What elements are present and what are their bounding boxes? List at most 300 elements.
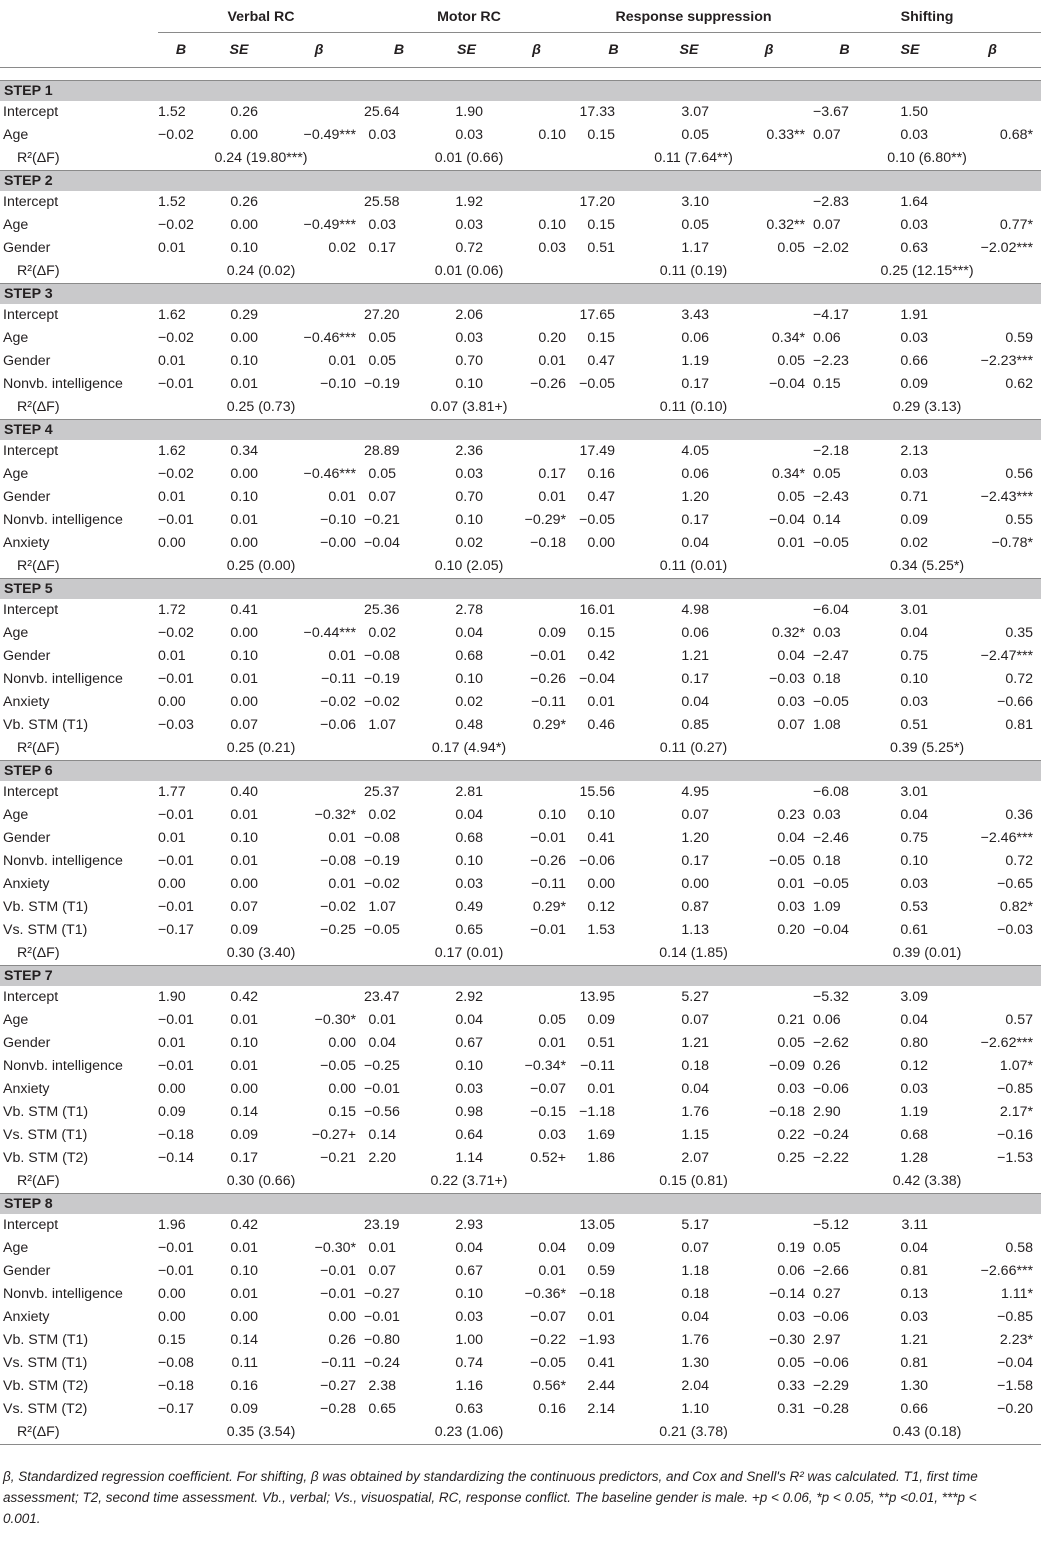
cell-b: −0.05	[813, 694, 849, 710]
cell-b: 17.49	[579, 443, 615, 459]
table-row	[0, 463, 1041, 486]
cell-beta: −0.36*	[524, 1286, 566, 1302]
cell-beta	[499, 986, 574, 1009]
subcolumn-header-b: B	[175, 42, 187, 58]
cell-b: −6.08	[813, 784, 849, 800]
cell-se: 0.11	[231, 1355, 258, 1371]
cell-se: 1.10	[681, 1401, 709, 1417]
cell-beta	[725, 986, 813, 1009]
cell-b: 0.01	[158, 830, 186, 846]
cell-b: −0.01	[158, 376, 194, 392]
cell-se: 0.04	[455, 1012, 483, 1028]
cell-beta: −0.46***	[303, 330, 356, 346]
cell-beta: 0.00	[328, 1035, 356, 1051]
table-row	[0, 486, 1041, 509]
subcolumn-header-b: B	[839, 42, 850, 58]
cell-se: 0.51	[900, 717, 929, 733]
cell-se: 0.17	[681, 376, 709, 392]
cell-b: 0.59	[587, 1263, 615, 1279]
cell-beta: −2.23***	[980, 353, 1034, 369]
cell-b: 0.18	[813, 853, 841, 869]
cell-beta	[499, 191, 574, 214]
cell-b: 1.53	[587, 922, 615, 938]
cell-beta: −0.11	[321, 1355, 356, 1371]
cell-beta: −0.28	[320, 1401, 356, 1417]
cell-b: −0.02	[158, 466, 194, 482]
cell-se: 3.01	[900, 602, 929, 618]
cell-b: −0.17	[158, 922, 194, 938]
cell-se: 0.03	[455, 466, 483, 482]
r2-value: 0.11 (0.27)	[659, 740, 728, 756]
predictor-label: Age	[3, 1240, 29, 1256]
predictor-label: Age	[3, 807, 29, 823]
cell-b: −2.46	[813, 830, 849, 846]
cell-se: 0.10	[230, 830, 258, 846]
cell-se: 4.98	[681, 602, 709, 618]
step-label: STEP 2	[0, 171, 1041, 192]
table-row	[0, 850, 1041, 873]
cell-se: 0.01	[230, 671, 258, 687]
cell-beta: −0.02	[320, 899, 356, 915]
cell-b: −2.66	[813, 1263, 849, 1279]
cell-b: −0.24	[813, 1127, 849, 1143]
cell-se: 1.00	[455, 1332, 483, 1348]
cell-se: 0.10	[455, 1058, 483, 1074]
table-row	[0, 1101, 1041, 1124]
cell-b: −5.12	[813, 1217, 849, 1233]
cell-b: −0.02	[364, 876, 400, 892]
cell-beta: 0.20	[777, 922, 806, 938]
cell-beta: 0.68*	[999, 127, 1034, 143]
r2-value: 0.24 (0.02)	[226, 263, 296, 279]
cell-beta: −0.04	[997, 1355, 1034, 1371]
cell-se: 1.16	[455, 1378, 483, 1394]
predictor-label: Nonvb. intelligence	[3, 512, 123, 528]
cell-beta: 0.09	[538, 625, 566, 641]
cell-beta: −0.20	[997, 1401, 1034, 1417]
cell-b: 0.09	[587, 1240, 615, 1256]
cell-beta	[944, 101, 1041, 124]
cell-b: −2.23	[813, 353, 849, 369]
cell-se: 3.09	[900, 989, 929, 1005]
cell-se: 0.75	[900, 830, 929, 846]
cell-beta: 0.04	[777, 830, 806, 846]
table-row	[0, 804, 1041, 827]
cell-se: 0.06	[681, 466, 709, 482]
cell-beta	[944, 986, 1041, 1009]
cell-b: −0.27	[364, 1286, 400, 1302]
cell-beta	[499, 440, 574, 463]
cell-se: 0.67	[455, 1263, 483, 1279]
cell-beta: 0.57	[1005, 1012, 1034, 1028]
cell-se: 0.17	[681, 671, 709, 687]
cell-se: 0.81	[900, 1355, 929, 1371]
cell-se: 1.21	[681, 648, 709, 664]
cell-beta: 0.29*	[532, 717, 566, 733]
cell-beta: −2.43***	[980, 489, 1034, 505]
cell-b: 0.05	[813, 1240, 841, 1256]
cell-beta: −0.01	[320, 1286, 356, 1302]
cell-se: 2.78	[455, 602, 483, 618]
predictor-label: Intercept	[3, 602, 59, 618]
cell-b: 0.12	[587, 899, 615, 915]
cell-se: 2.36	[455, 443, 483, 459]
cell-b: 0.01	[158, 240, 186, 256]
cell-beta: 0.32*	[771, 625, 806, 641]
cell-b: 0.03	[813, 807, 841, 823]
cell-beta	[499, 1214, 574, 1237]
cell-beta: 0.01	[538, 1035, 566, 1051]
cell-se: 0.06	[681, 625, 709, 641]
cell-se: 2.04	[681, 1378, 709, 1394]
cell-se: 0.09	[230, 922, 258, 938]
cell-beta	[274, 986, 364, 1009]
subcolumn-header-b: B	[608, 42, 619, 58]
predictor-label: Vs. STM (T1)	[3, 1127, 88, 1143]
cell-b: −3.67	[813, 104, 849, 120]
step-header-row	[0, 81, 1041, 102]
cell-se: 0.10	[455, 376, 483, 392]
predictor-label: Anxiety	[3, 876, 50, 892]
cell-se: 0.40	[230, 784, 258, 800]
cell-b: −0.03	[158, 717, 194, 733]
table-row	[0, 873, 1041, 896]
cell-se: 0.09	[900, 512, 929, 528]
cell-beta: 0.59	[1005, 330, 1034, 346]
predictor-label: Anxiety	[3, 1081, 50, 1097]
predictor-label: Anxiety	[3, 1309, 50, 1325]
cell-se: 0.04	[681, 1309, 709, 1325]
cell-beta	[499, 781, 574, 804]
cell-beta: −0.05	[769, 853, 806, 869]
cell-beta: 0.02	[328, 240, 356, 256]
cell-se: 0.01	[230, 1058, 258, 1074]
cell-se: 0.03	[455, 1309, 483, 1325]
cell-b: 2.90	[813, 1104, 841, 1120]
cell-se: 1.19	[681, 353, 709, 369]
cell-se: 0.10	[455, 671, 483, 687]
cell-beta: 0.03	[538, 1127, 566, 1143]
cell-beta: −0.21	[320, 1150, 356, 1166]
cell-beta: 0.19	[777, 1240, 806, 1256]
cell-beta: 0.01	[777, 876, 806, 892]
cell-se: 0.03	[900, 466, 929, 482]
cell-se: 0.17	[681, 853, 709, 869]
cell-beta: 0.01	[328, 876, 356, 892]
cell-b: −0.21	[364, 512, 400, 528]
cell-beta: −0.85	[997, 1309, 1034, 1325]
cell-beta: −1.53	[997, 1150, 1034, 1166]
cell-beta: 0.52+	[530, 1150, 566, 1166]
cell-se: 0.03	[455, 1081, 483, 1097]
cell-b: −0.06	[813, 1309, 849, 1325]
cell-se: 0.09	[230, 1401, 258, 1417]
cell-se: 0.85	[681, 717, 709, 733]
predictor-label: Vs. STM (T2)	[3, 1401, 88, 1417]
cell-beta: 0.04	[777, 648, 806, 664]
table-row	[0, 1260, 1041, 1283]
cell-beta: −0.32*	[314, 807, 356, 823]
r2-value: 0.22 (3.71+)	[430, 1173, 508, 1189]
cell-se: 1.21	[681, 1035, 709, 1051]
cell-b: −6.04	[813, 602, 849, 618]
cell-se: 0.07	[230, 717, 258, 733]
r2-value: 0.15 (0.81)	[659, 1173, 728, 1189]
table-row	[0, 532, 1041, 555]
cell-beta	[499, 599, 574, 622]
cell-beta: 0.01	[328, 489, 356, 505]
cell-beta	[944, 304, 1041, 327]
cell-se: 0.98	[455, 1104, 483, 1120]
cell-b: 1.62	[158, 443, 186, 459]
cell-b: −0.24	[364, 1355, 400, 1371]
table-row	[0, 691, 1041, 714]
cell-b: −0.04	[813, 922, 849, 938]
cell-b: 0.00	[158, 1286, 186, 1302]
cell-beta: −0.10	[320, 512, 356, 528]
cell-beta: −0.22	[530, 1332, 566, 1348]
table-row	[0, 237, 1041, 260]
cell-beta: 0.10	[538, 217, 566, 233]
table-row	[0, 440, 1041, 463]
cell-se: 2.13	[900, 443, 929, 459]
r2-row	[0, 260, 1041, 284]
cell-se: 0.01	[230, 853, 258, 869]
cell-b: −0.19	[364, 671, 400, 687]
cell-b: 0.00	[158, 694, 186, 710]
cell-se: 0.12	[900, 1058, 929, 1074]
cell-b: 0.00	[158, 1081, 186, 1097]
table-row	[0, 622, 1041, 645]
cell-b: 0.47	[587, 353, 615, 369]
cell-se: 0.81	[900, 1263, 929, 1279]
cell-beta: −0.08	[320, 853, 356, 869]
cell-b: 23.19	[364, 1217, 400, 1233]
cell-beta	[725, 781, 813, 804]
cell-se: 1.76	[681, 1332, 709, 1348]
cell-b: −0.01	[158, 1240, 194, 1256]
cell-se: 1.92	[455, 194, 483, 210]
cell-se: 0.14	[230, 1104, 258, 1120]
cell-b: 0.46	[587, 717, 615, 733]
cell-b: 1.09	[813, 899, 841, 915]
cell-b: 1.90	[158, 989, 186, 1005]
table-row	[0, 1398, 1041, 1421]
cell-se: 1.21	[900, 1332, 929, 1348]
step-header-row	[0, 761, 1041, 782]
r2-value: 0.11 (0.19)	[659, 263, 728, 279]
cell-se: 0.03	[455, 876, 483, 892]
cell-se: 0.02	[455, 535, 483, 551]
cell-se: 0.17	[681, 512, 709, 528]
cell-b: 0.16	[587, 466, 615, 482]
predictor-label: Gender	[3, 489, 51, 505]
cell-beta: −0.11	[531, 694, 566, 710]
cell-b: 0.03	[368, 127, 396, 143]
cell-se: 0.10	[455, 853, 483, 869]
cell-se: 0.61	[900, 922, 929, 938]
cell-beta: 0.03	[777, 899, 806, 915]
cell-beta: 0.01	[538, 353, 566, 369]
table-row	[0, 714, 1041, 737]
cell-se: 0.10	[455, 512, 483, 528]
cell-b: 0.09	[587, 1012, 615, 1028]
predictor-label: Gender	[3, 240, 51, 256]
r2-value: 0.43 (0.18)	[813, 1421, 1041, 1445]
cell-b: 0.03	[813, 625, 841, 641]
cell-b: 2.20	[368, 1150, 396, 1166]
cell-b: 0.02	[368, 807, 396, 823]
predictor-label: Nonvb. intelligence	[3, 853, 123, 869]
cell-b: 0.65	[368, 1401, 396, 1417]
cell-b: 0.03	[368, 217, 396, 233]
cell-beta: 0.17	[538, 466, 566, 482]
cell-b: −0.01	[158, 1012, 194, 1028]
cell-se: 0.03	[455, 217, 483, 233]
cell-beta	[725, 599, 813, 622]
predictor-label: Nonvb. intelligence	[3, 1286, 123, 1302]
cell-beta: 0.07	[777, 717, 806, 733]
cell-se: 0.75	[900, 648, 929, 664]
r2-value: 0.25 (0.00)	[226, 558, 296, 574]
table-row	[0, 919, 1041, 942]
cell-beta	[944, 599, 1041, 622]
cell-se: 0.01	[230, 807, 258, 823]
table-row	[0, 214, 1041, 237]
predictor-label: Gender	[3, 1263, 51, 1279]
r2-row	[0, 737, 1041, 761]
cell-beta: 0.03	[777, 1309, 806, 1325]
cell-b: 0.01	[368, 1012, 396, 1028]
cell-se: 0.70	[455, 353, 483, 369]
cell-se: 0.05	[681, 217, 709, 233]
cell-b: 0.41	[587, 830, 615, 846]
predictor-label: Age	[3, 1012, 29, 1028]
cell-b: −0.01	[158, 807, 194, 823]
step-label: STEP 5	[0, 579, 1041, 600]
cell-beta: −2.47***	[980, 648, 1034, 664]
cell-se: 0.04	[681, 535, 709, 551]
subcolumn-header-b: B	[393, 42, 405, 58]
cell-se: 1.20	[681, 830, 709, 846]
cell-beta: 0.00	[328, 1309, 356, 1325]
cell-se: 0.63	[900, 240, 929, 256]
cell-b: 0.10	[587, 807, 615, 823]
table-row	[0, 645, 1041, 668]
cell-b: −0.01	[364, 1309, 400, 1325]
cell-b: −0.04	[579, 671, 615, 687]
r2-row	[0, 1170, 1041, 1194]
cell-se: 0.04	[681, 1081, 709, 1097]
r2-label: R²(ΔF)	[0, 1421, 158, 1445]
cell-beta: 0.72	[1005, 671, 1034, 687]
predictor-label: Intercept	[3, 307, 59, 323]
table-row	[0, 327, 1041, 350]
cell-beta: 0.05	[777, 353, 806, 369]
cell-se: 2.06	[455, 307, 483, 323]
cell-b: −0.06	[813, 1081, 849, 1097]
cell-b: −0.05	[813, 876, 849, 892]
cell-se: 0.70	[455, 489, 483, 505]
cell-beta: −0.30*	[314, 1012, 356, 1028]
group-header-motor-rc: Motor RC	[364, 4, 574, 33]
cell-beta: 1.11*	[1000, 1286, 1034, 1302]
cell-b: 0.27	[813, 1286, 841, 1302]
cell-b: 17.20	[579, 194, 615, 210]
cell-beta: −0.18	[769, 1104, 806, 1120]
cell-beta	[274, 191, 364, 214]
cell-b: 0.15	[587, 127, 615, 143]
cell-b: 0.26	[813, 1058, 841, 1074]
cell-beta: 0.34*	[771, 466, 806, 482]
group-header-row	[0, 0, 1041, 34]
r2-value: 0.25 (0.73)	[226, 399, 296, 415]
r2-value: 0.23 (1.06)	[364, 1421, 574, 1445]
table-row	[0, 668, 1041, 691]
cell-se: 0.34	[230, 443, 258, 459]
r2-value: 0.42 (3.38)	[892, 1173, 962, 1189]
step-header-row	[0, 284, 1041, 305]
r2-row	[0, 942, 1041, 966]
r2-value: 0.11 (0.10)	[659, 399, 728, 415]
cell-b: 0.05	[813, 466, 841, 482]
cell-b: 0.01	[587, 694, 615, 710]
cell-b: −0.08	[364, 830, 400, 846]
cell-b: 1.07	[368, 717, 396, 733]
table-row	[0, 1214, 1041, 1237]
cell-beta: −2.02***	[980, 240, 1034, 256]
cell-b: 0.42	[587, 648, 615, 664]
cell-beta: −0.26	[530, 671, 566, 687]
table-row	[0, 986, 1041, 1009]
cell-b: 0.00	[158, 876, 186, 892]
cell-b: 0.01	[158, 648, 186, 664]
predictor-label: Gender	[3, 648, 51, 664]
cell-b: 0.15	[158, 1332, 186, 1348]
cell-b: 0.07	[368, 489, 396, 505]
cell-beta: −0.14	[769, 1286, 806, 1302]
r2-label: R²(ΔF)	[17, 740, 60, 756]
cell-se: 5.17	[681, 1217, 709, 1233]
cell-beta: −0.10	[320, 376, 356, 392]
cell-b: 0.01	[158, 353, 186, 369]
cell-se: 0.49	[455, 899, 483, 915]
cell-b: 0.01	[587, 1081, 615, 1097]
cell-beta: 0.01	[538, 489, 566, 505]
cell-b: 0.17	[368, 240, 396, 256]
table-row	[0, 1078, 1041, 1101]
cell-se: 0.10	[230, 648, 258, 664]
r2-label: R²(ΔF)	[17, 399, 60, 415]
cell-beta: −0.11	[321, 671, 356, 687]
cell-se: 0.26	[230, 104, 258, 120]
predictor-label: Intercept	[3, 104, 59, 120]
cell-b: −0.18	[158, 1378, 194, 1394]
cell-b: 1.96	[158, 1217, 186, 1233]
cell-b: 17.33	[579, 104, 615, 120]
cell-beta: 1.07*	[999, 1058, 1034, 1074]
cell-b: −0.01	[158, 853, 194, 869]
cell-b: 0.15	[587, 217, 615, 233]
cell-se: 0.07	[230, 899, 258, 915]
r2-value: 0.29 (3.13)	[892, 399, 962, 415]
cell-b: −0.05	[579, 512, 615, 528]
cell-se: 1.13	[681, 922, 709, 938]
cell-beta: 0.72	[1005, 853, 1034, 869]
r2-label: R²(ΔF)	[17, 150, 60, 166]
cell-se: 1.64	[900, 194, 929, 210]
r2-value: 0.34 (5.25*)	[889, 558, 965, 574]
